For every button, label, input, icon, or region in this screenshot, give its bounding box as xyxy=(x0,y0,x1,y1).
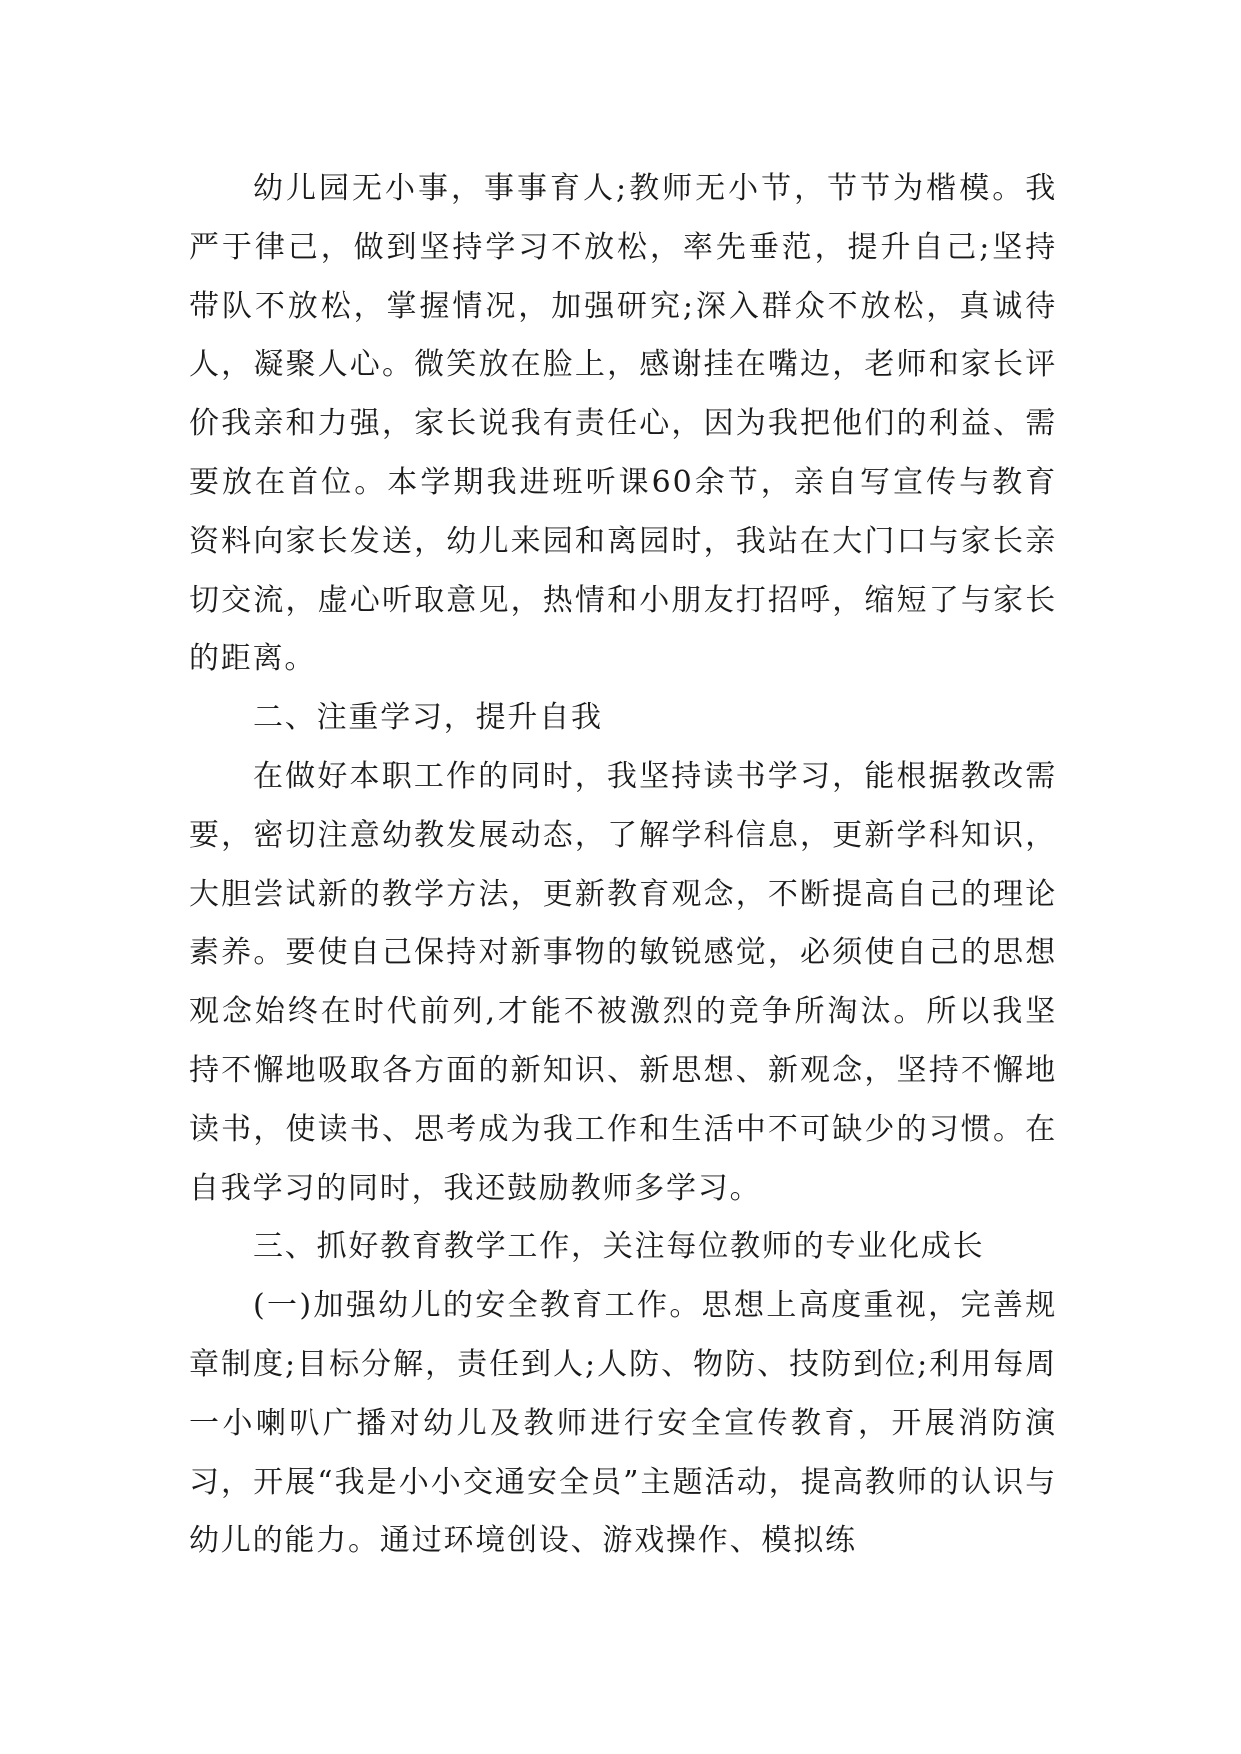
paragraph-study: 在做好本职工作的同时，我坚持读书学习，能根据教改需要，密切注意幼教发展动态，了解学科信息，更新学科知识，大胆尝试新的教学方法，更新教育观念，不断提高自己的理论素养。要使自己保持对新事物的敏锐感觉，必须使自己的思想观念始终在时代前列,才能不被激烈的竞争所淘汰。所以我坚持不懈地吸取各方面的新知识、新思想、新观念，坚持不懈地读书，使读书、思考成为我工作和生活中不可缺少的习惯。在自我学习的同时，我还鼓励教师多学习。 xyxy=(189,758,1057,1206)
document-body xyxy=(189,160,1057,1571)
section-heading-study: 二、注重学习，提升自我 xyxy=(253,700,603,736)
paragraph-leadership-example: 幼儿园无小事，事事育人;教师无小节，节节为楷模。我严于律己，做到坚持学习不放松，率先垂范，提升自己;坚持带队不放松，掌握情况，加强研究;深入群众不放松，真诚待人，凝聚人心。微笑放在脸上，感谢挂在嘴边，老师和家长评价我亲和力强，家长说我有责任心，因为我把他们的利益、需要放在首位。本学期我进班听课60余节，亲自写宣传与教育资料向家长发送，幼儿来园和离园时，我站在大门口与家长亲切交流，虚心听取意见，热情和小朋友打招呼，缩短了与家长的距离。 xyxy=(189,171,1057,677)
section-heading-teaching: 三、抓好教育教学工作，关注每位教师的专业化成长 xyxy=(253,1229,985,1265)
paragraph-safety-education: (一)加强幼儿的安全教育工作。思想上高度重视，完善规章制度;目标分解，责任到人;人防、物防、技防到位;利用每周一小喇叭广播对幼儿及教师进行安全宣传教育，开展消防演习，开展“我是小小交通安全员”主题活动，提高教师的认识与幼儿的能力。通过环境创设、游戏操作、模拟练 xyxy=(189,1288,1057,1559)
